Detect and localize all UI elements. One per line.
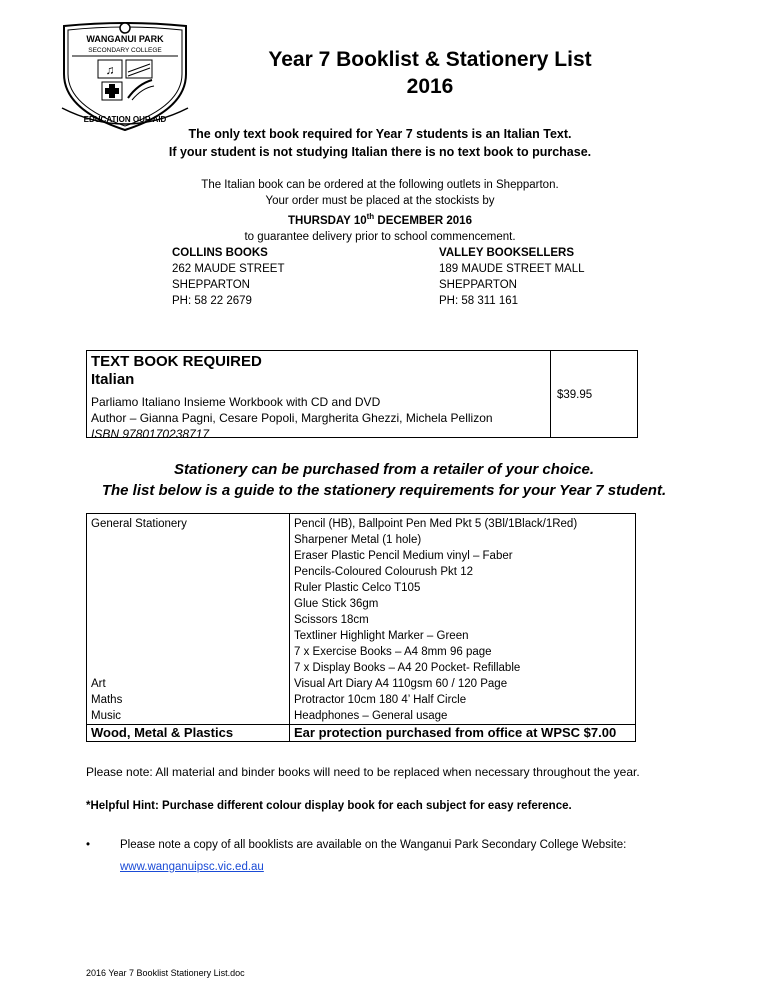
info-line-4: to guarantee delivery prior to school commencement. [244,230,516,243]
svg-text:WANGANUI PARK: WANGANUI PARK [86,34,164,44]
list-item: Protractor 10cm 180 4’ Half Circle [294,694,467,706]
bullet-text: Please note a copy of all booklists are available on the Wanganui Park Secondary College Website: [120,839,627,851]
footer-filename: 2016 Year 7 Booklist Stationery List.doc [86,968,245,978]
table-row [87,514,636,725]
bullet-icon: • [86,839,91,851]
table-row [87,725,636,742]
info-line-2: Your order must be placed at the stockists by [265,195,495,207]
stationery-note-line-1: Stationery can be purchased from a retailer of your choice. [173,461,595,478]
info-line-1: The Italian book can be ordered at the following outlets in Shepparton. [201,179,559,191]
subject-label: Maths [91,694,123,706]
title-line-1: Year 7 Booklist & Stationery List [268,48,592,71]
list-item: Pencil (HB), Ballpoint Pen Med Pkt 5 (3Bl/1Black/1Red) [294,518,578,530]
svg-text:♫: ♫ [105,63,115,77]
wood-metal-plastics-item: Ear protection purchased from office at WPSC $7.00 [290,725,636,742]
stockist-town: SHEPPARTON [439,279,517,291]
textbook-header: TEXT BOOK REQUIRED [91,353,262,370]
list-item: 7 x Exercise Books – A4 8mm 96 page [294,646,492,658]
stationery-note [60,459,708,501]
textbook-price: $39.95 [557,389,593,401]
stockist-valley [439,245,585,309]
textbook-details [87,351,551,441]
textbook-subject: Italian [91,371,135,388]
wood-metal-plastics-label: Wood, Metal & Plastics [87,725,290,742]
general-stationery-label: General Stationery [91,518,187,530]
intro-text [100,125,660,161]
stockist-street: 189 MAUDE STREET MALL [439,263,585,275]
textbook-title: Parliamo Italiano Insieme Workbook with CD and DVD [91,395,381,409]
stationery-note-line-2: The list below is a guide to the stationery requirements for your Year 7 student. [101,482,667,499]
college-crest-logo [58,22,192,134]
general-stationery-items-cell [290,514,636,725]
please-note-text: Please note: All material and binder books will need to be replaced when necessary throughout the year. [86,765,640,779]
intro-line-2: If your student is not studying Italian there is no text book to purchase. [168,145,592,159]
stockist-town: SHEPPARTON [172,279,250,291]
helpful-hint-text: *Helpful Hint: Purchase different colour display book for each subject for easy reference. [86,800,572,812]
svg-text:SECONDARY COLLEGE: SECONDARY COLLEGE [88,47,162,54]
list-item: Ruler Plastic Celco T105 [294,582,421,594]
stockist-name: COLLINS BOOKS [172,247,268,259]
intro-line-1: The only text book required for Year 7 students is an Italian Text. [188,127,572,141]
list-item: Pencils-Coloured Colourush Pkt 12 [294,566,473,578]
ordering-info [100,177,660,245]
svg-text:EDUCATION OUR AID: EDUCATION OUR AID [83,115,167,124]
stockist-name: VALLEY BOOKSELLERS [439,247,575,259]
stockist-collins [172,245,284,309]
stationery-table [86,513,636,742]
stockist-street: 262 MAUDE STREET [172,263,285,275]
general-stationery-label-cell [87,514,290,725]
list-item: Glue Stick 36gm [294,598,379,610]
order-deadline: THURSDAY 10th DECEMBER 2016 [288,212,472,227]
website-link[interactable]: www.wanganuipsc.vic.ed.au [120,861,264,873]
textbook-isbn: ISBN 9780170238717 [91,427,210,441]
title-line-2: 2016 [406,75,454,98]
stockist-phone: PH: 58 311 161 [439,295,519,307]
subject-label: Music [91,710,122,722]
stockist-phone: PH: 58 22 2679 [172,295,252,307]
list-item: Headphones – General usage [294,710,448,722]
subject-label: Art [91,678,106,690]
textbook-table [86,350,638,441]
list-item: Visual Art Diary A4 110gsm 60 / 120 Page [294,678,508,690]
list-item: 7 x Display Books – A4 20 Pocket- Refillable [294,662,521,674]
list-item: Sharpener Metal (1 hole) [294,534,422,546]
textbook-author: Author – Gianna Pagni, Cesare Popoli, Margherita Ghezzi, Michela Pellizon [91,411,493,425]
list-item: Textliner Highlight Marker – Green [294,630,469,642]
list-item: Eraser Plastic Pencil Medium vinyl – Faber [294,550,513,562]
list-item: Scissors 18cm [294,614,369,626]
page-title [240,46,620,100]
